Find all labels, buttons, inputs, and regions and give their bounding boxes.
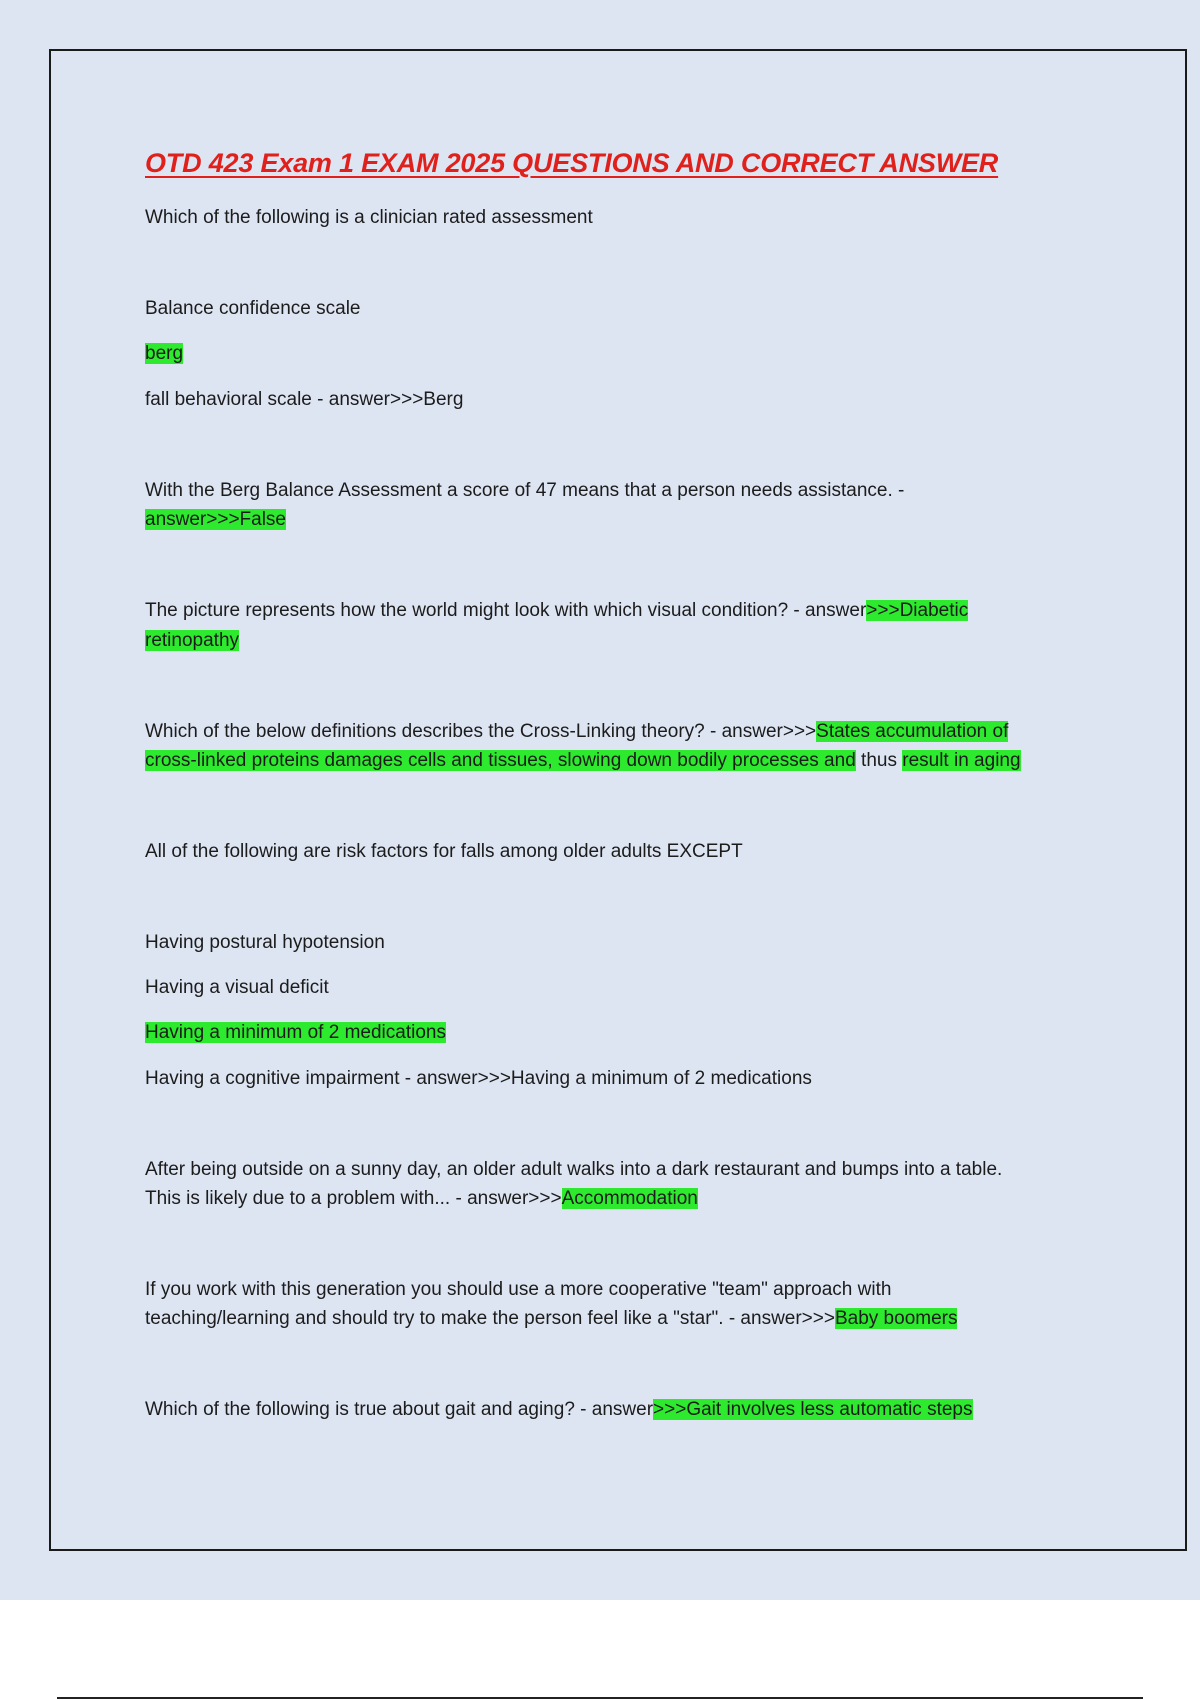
footer-divider (57, 1697, 1143, 1699)
highlighted-answer: result in aging (902, 750, 1021, 771)
text-line (145, 203, 593, 232)
line-text: Balance confidence scale (145, 298, 361, 319)
text-line (145, 1155, 1002, 1184)
highlighted-answer: States accumulation of (816, 721, 1009, 742)
line-text: Which of the following is true about gait and aging? - answer (145, 1399, 654, 1420)
text-line (145, 746, 1021, 775)
line-text: thus (855, 750, 903, 771)
line-text: fall behavioral scale - answer>>>Berg (145, 389, 464, 410)
text-line (145, 1304, 957, 1333)
text-line (145, 294, 360, 323)
text-line (145, 1064, 812, 1093)
line-text: With the Berg Balance Assessment a score of 47 means that a person needs assistance. - (145, 480, 905, 501)
line-text: Which of the following is a clinician rated assessment (145, 207, 593, 228)
text-line (145, 928, 385, 957)
text-line (145, 1184, 698, 1213)
highlighted-answer: berg (145, 343, 184, 364)
line-text: Which of the below definitions describes the Cross-Linking theory? - answer>>> (145, 721, 817, 742)
text-line (145, 596, 968, 625)
text-line (145, 505, 286, 534)
text-line (145, 626, 239, 655)
text-line (145, 1018, 446, 1047)
highlighted-answer: answer>>>False (145, 509, 286, 530)
line-text: All of the following are risk factors for falls among older adults EXCEPT (145, 841, 743, 862)
highlighted-answer: >>>Diabetic (866, 600, 969, 621)
text-line (145, 973, 329, 1002)
line-text: After being outside on a sunny day, an older adult walks into a dark restaurant and bumps into a table. (145, 1159, 1003, 1180)
highlighted-answer: Baby boomers (834, 1308, 958, 1329)
line-text: Having postural hypotension (145, 932, 385, 953)
line-text: If you work with this generation you should use a more cooperative "team" approach with (145, 1279, 892, 1300)
line-text: teaching/learning and should try to make the person feel like a "star". - answer>>> (145, 1308, 835, 1329)
text-line (145, 385, 463, 414)
highlighted-answer: cross-linked proteins damages cells and tissues, slowing down bodily processes and (145, 750, 856, 771)
line-text: This is likely due to a problem with... - answer>>> (145, 1188, 562, 1209)
highlighted-answer: retinopathy (145, 630, 240, 651)
highlighted-answer: >>>Gait involves less automatic steps (653, 1399, 973, 1420)
text-line (145, 1395, 973, 1424)
text-line (145, 339, 183, 368)
highlighted-answer: Having a minimum of 2 medications (145, 1022, 446, 1043)
text-line (145, 1275, 891, 1304)
line-text: Having a cognitive impairment - answer>>>Having a minimum of 2 medications (145, 1068, 812, 1089)
text-line (145, 837, 743, 866)
text-line (145, 717, 1008, 746)
line-text: Having a visual deficit (145, 977, 329, 998)
line-text: The picture represents how the world might look with which visual condition? - answer (145, 600, 867, 621)
document-title: OTD 423 Exam 1 EXAM 2025 QUESTIONS AND CORRECT ANSWER (145, 148, 999, 178)
text-line (145, 476, 904, 505)
highlighted-answer: Accommodation (561, 1188, 698, 1209)
